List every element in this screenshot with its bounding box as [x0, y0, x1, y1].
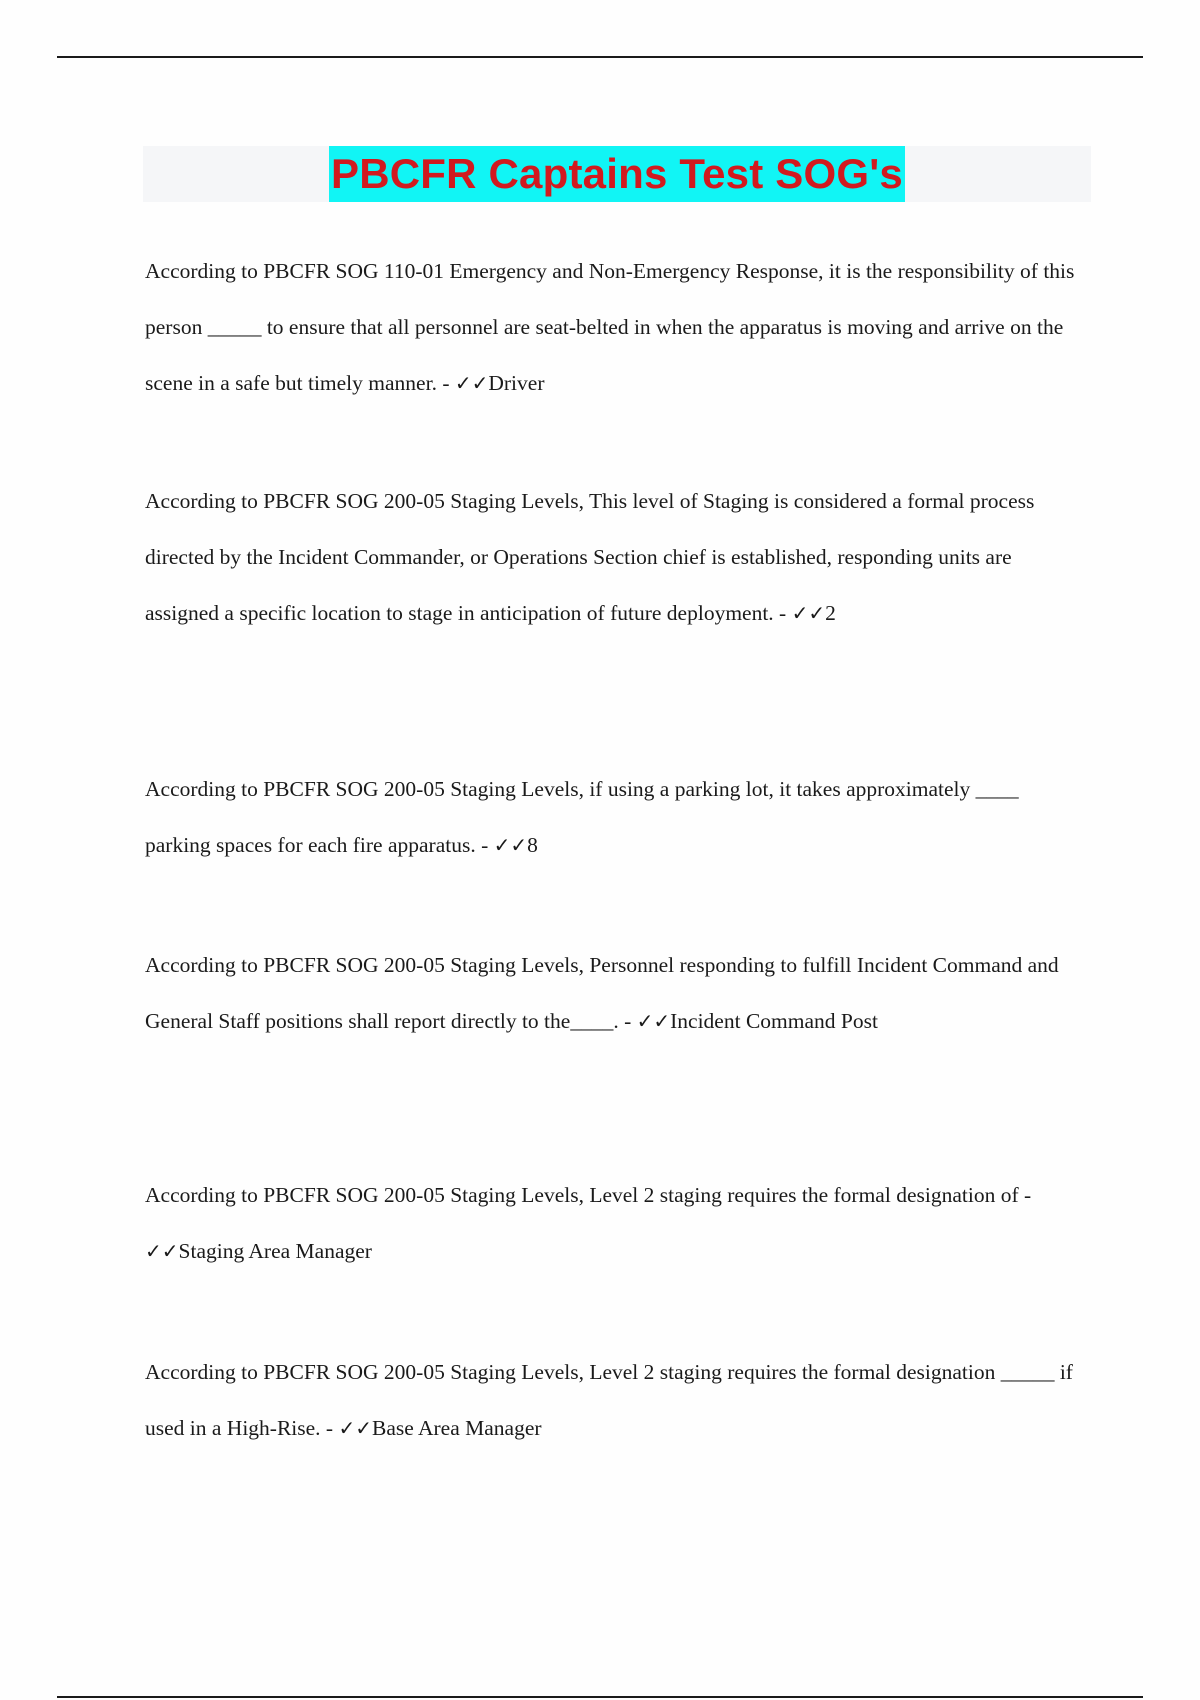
- question-text: According to PBCFR SOG 200-05 Staging Levels, Personnel responding to fulfill Incident Command and General Staff positions shall report directly to the____. -: [145, 953, 1059, 1033]
- qa-item-5: [145, 1167, 1085, 1279]
- qa-item-1: [145, 243, 1085, 411]
- check-mark-icon: ✓✓: [636, 1009, 671, 1033]
- question-text: According to PBCFR SOG 200-05 Staging Levels, Level 2 staging requires the formal designation _____ if used in a High-Rise. -: [145, 1360, 1073, 1440]
- qa-item-4: [145, 937, 1085, 1049]
- answer-text: 2: [825, 601, 836, 625]
- document-title: PBCFR Captains Test SOG's: [329, 146, 905, 202]
- footer-rule: [57, 1696, 1143, 1698]
- qa-item-3: [145, 761, 1085, 873]
- check-mark-icon: ✓✓: [338, 1416, 372, 1440]
- question-text: According to PBCFR SOG 110-01 Emergency and Non-Emergency Response, it is the responsibility of this person _____ to ensure that all personnel are seat-belted in when the apparatus is moving and arrive on the scene in a safe but timely manner. -: [145, 259, 1075, 395]
- answer-text: Driver: [488, 371, 545, 395]
- question-text: According to PBCFR SOG 200-05 Staging Levels, This level of Staging is considered a formal process directed by the Incident Commander, or Operations Section chief is established, responding units are assigned a specific location to stage in anticipation of future deployment. -: [145, 489, 1035, 625]
- answer-text: Staging Area Manager: [178, 1239, 372, 1263]
- answer-text: Incident Command Post: [670, 1009, 878, 1033]
- question-text: According to PBCFR SOG 200-05 Staging Levels, if using a parking lot, it takes approximately ____ parking spaces for each fire apparatus. -: [145, 777, 1019, 857]
- check-mark-icon: ✓✓: [454, 371, 489, 395]
- check-mark-icon: ✓✓: [145, 1239, 179, 1263]
- question-text: According to PBCFR SOG 200-05 Staging Levels, Level 2 staging requires the formal designation of -: [145, 1183, 1032, 1207]
- qa-item-6: [145, 1344, 1085, 1456]
- check-mark-icon: ✓✓: [493, 833, 528, 857]
- header-rule: [57, 56, 1143, 58]
- qa-item-2: [145, 473, 1085, 641]
- answer-text: 8: [527, 833, 538, 857]
- title-band: [143, 146, 1091, 202]
- check-mark-icon: ✓✓: [791, 601, 826, 625]
- answer-text: Base Area Manager: [371, 1416, 542, 1440]
